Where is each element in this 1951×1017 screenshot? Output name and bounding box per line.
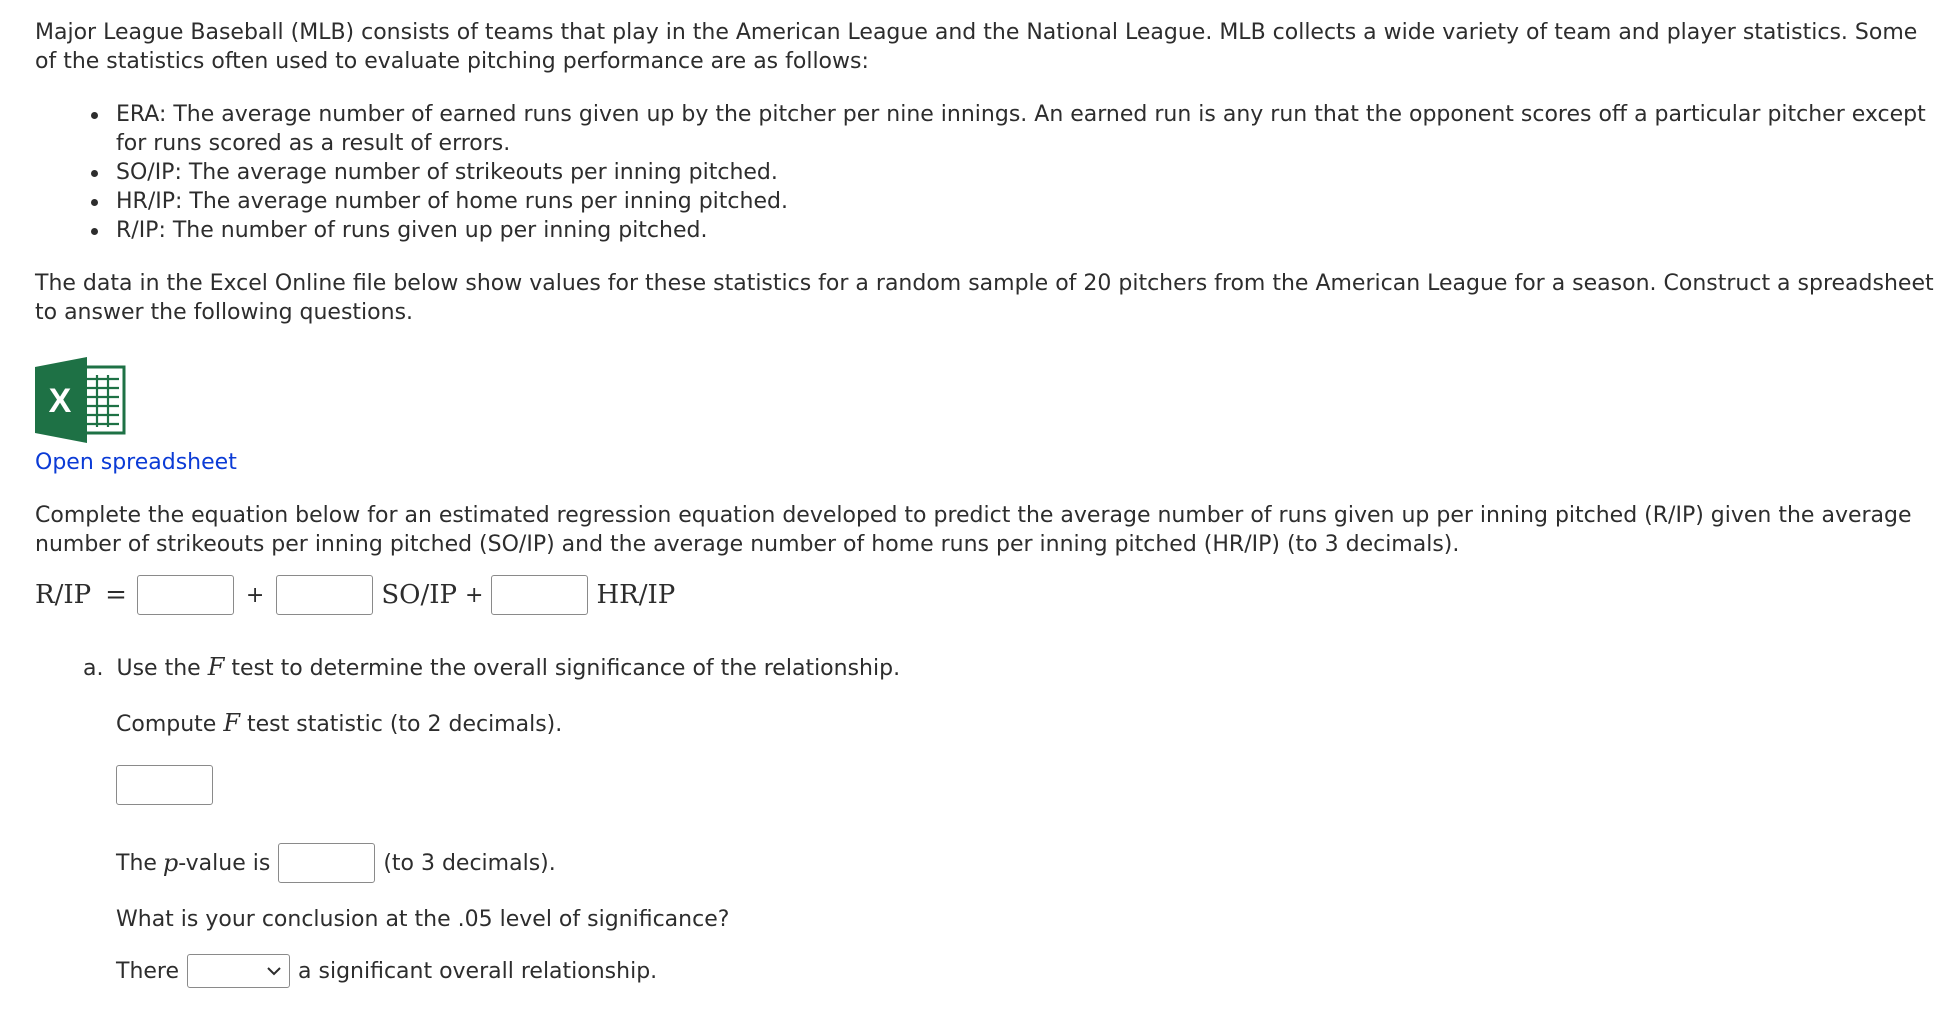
question-page: [35, 18, 1935, 988]
p-value-text-after: (to 3 decimals).: [383, 850, 556, 876]
excel-icon-letter: X: [48, 382, 72, 420]
conclusion-line: [116, 954, 1935, 988]
regression-equation: [35, 575, 1935, 615]
f-statistic-input[interactable]: [116, 765, 213, 805]
hr-ip-coefficient-input[interactable]: [491, 575, 588, 615]
so-ip-coefficient-input[interactable]: [276, 575, 373, 615]
p-value-line: [116, 843, 1935, 883]
compute-text-after: test statistic (to 2 decimals).: [246, 712, 563, 737]
compute-f-variable: F: [223, 709, 240, 737]
data-note-paragraph: The data in the Excel Online file below show values for these statistics for a random sample of 20 pitchers from the American League for a season. Construct a spreadsheet to answer the following questions.: [35, 271, 1934, 325]
open-spreadsheet-link[interactable]: Open spreadsheet: [35, 450, 237, 475]
compute-f-prompt: [116, 709, 1935, 739]
equation-plus-1: +: [245, 582, 265, 608]
excel-icon[interactable]: [35, 357, 127, 443]
intro-paragraph: Major League Baseball (MLB) consists of teams that play in the American League and the National League. MLB collects a wide variety of team and player statistics. Some of the statistics often used to evaluate pitching performance are as follows:: [35, 20, 1918, 74]
list-item-r-ip: R/IP: The number of runs given up per inning pitched.: [116, 216, 1935, 245]
intercept-input[interactable]: [137, 575, 234, 615]
compute-text-before: Compute: [116, 712, 217, 737]
list-item-era: ERA: The average number of earned runs given up by the pitcher per nine innings. An earned run is any run that the opponent scores off a particular pitcher except for runs scored as a result of errors.: [116, 100, 1935, 158]
equation-lhs: R/IP: [35, 579, 92, 610]
conclusion-dropdown[interactable]: [187, 954, 290, 988]
part-a-text-after: test to determine the overall significance of the relationship.: [231, 656, 901, 681]
list-item-so-ip: SO/IP: The average number of strikeouts per inning pitched.: [116, 158, 1935, 187]
part-a-text-before: Use the: [116, 656, 201, 681]
equation-instructions: Complete the equation below for an estimated regression equation developed to predict the average number of runs given up per inning pitched (R/IP) given the average number of strikeouts per inning pitched (SO/IP) and the average number of home runs per inning pitched (HR/IP) (to 3 decimals).: [35, 503, 1912, 557]
p-value-input[interactable]: [278, 843, 375, 883]
part-a-subquestions: [35, 709, 1935, 988]
equation-plus-2: +: [465, 582, 484, 608]
equation-equals: =: [105, 579, 127, 610]
chevron-down-icon: [265, 962, 283, 980]
p-value-text-before: The: [116, 850, 157, 876]
there-label: There: [116, 958, 180, 984]
part-a-f-variable: F: [207, 653, 225, 681]
p-variable: p: [162, 848, 179, 877]
statistics-list: [35, 100, 1935, 245]
part-a-label: a.: [83, 656, 104, 681]
equation-term-hr-ip: HR/IP: [596, 579, 676, 610]
part-a-question: [83, 653, 1935, 683]
part-a: [35, 653, 1935, 683]
f-statistic-wrapper: [116, 765, 1935, 805]
p-value-text-mid: -value is: [178, 850, 271, 876]
list-item-hr-ip: HR/IP: The average number of home runs per inning pitched.: [116, 187, 1935, 216]
relationship-text: a significant overall relationship.: [298, 958, 658, 984]
equation-term-so-ip: SO/IP: [381, 579, 457, 610]
conclusion-question: What is your conclusion at the .05 level of significance?: [116, 907, 730, 932]
excel-icon-wrapper[interactable]: [35, 357, 1935, 443]
